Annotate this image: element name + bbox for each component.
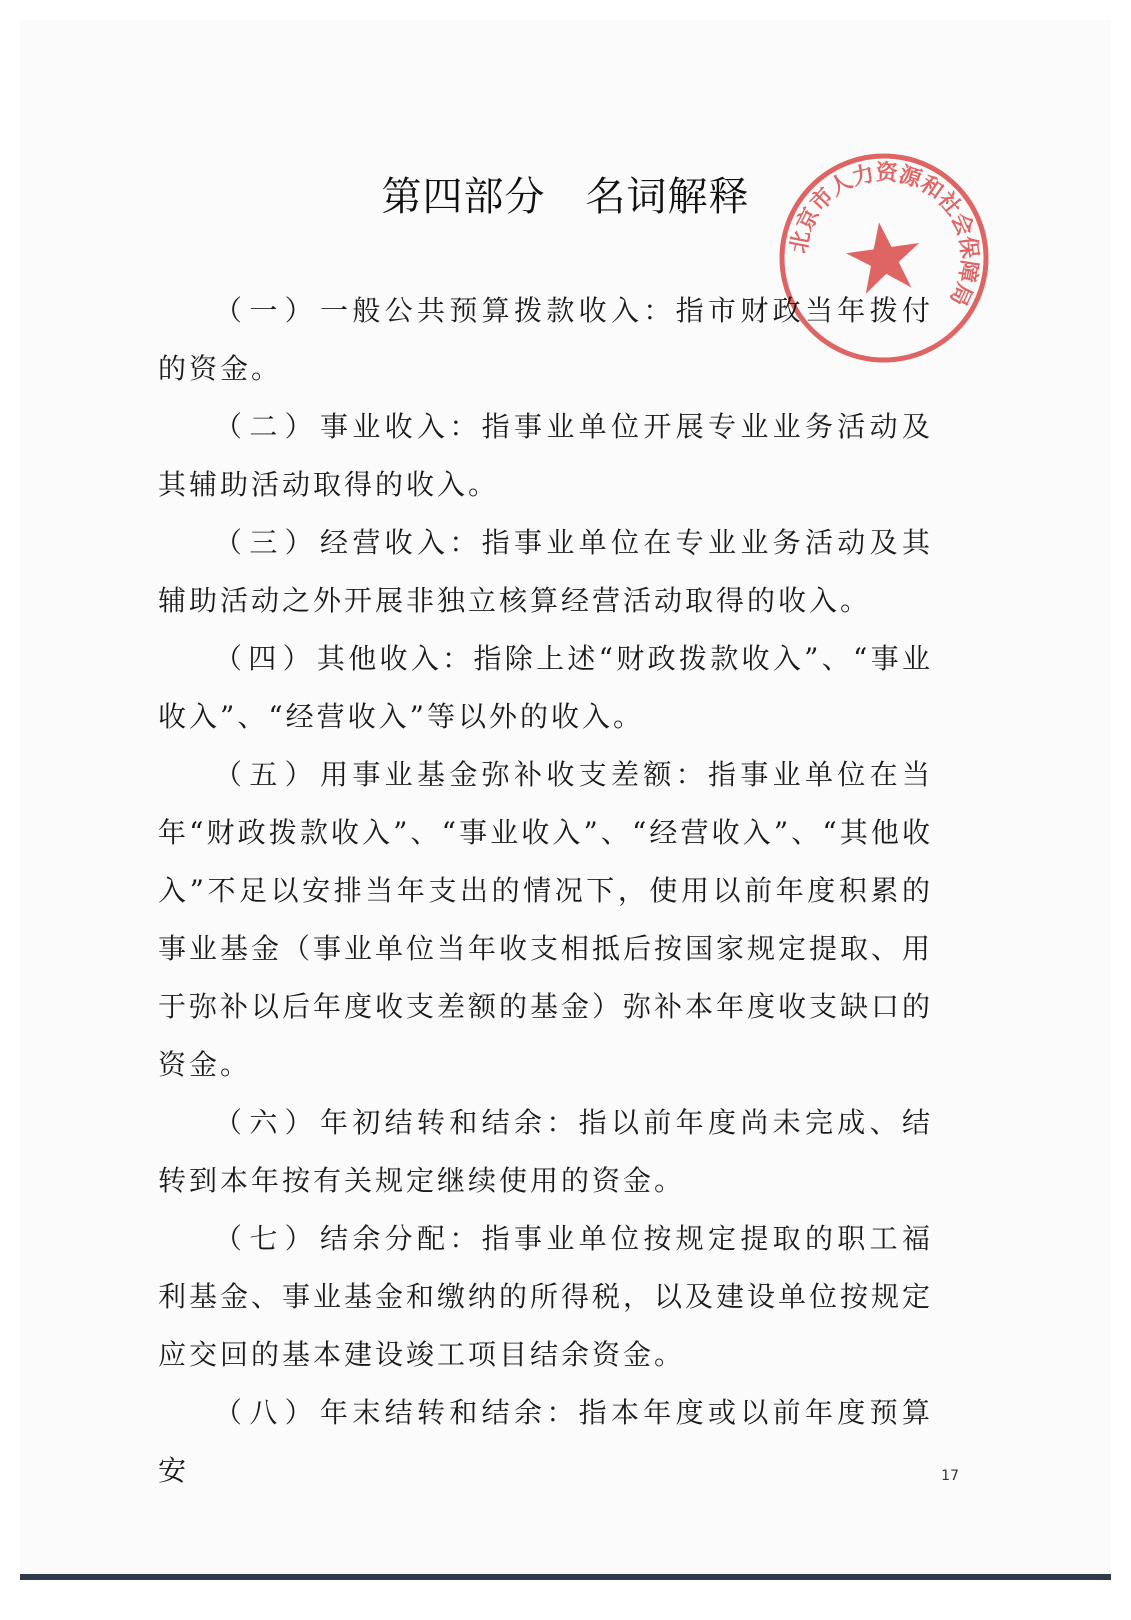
- document-page: [20, 20, 1111, 1580]
- definition-text: 事业收入：指事业单位开展专业业务活动及其辅助活动取得的收入。: [158, 410, 933, 501]
- definition-text: 结余分配：指事业单位按规定提取的职工福利基金、事业基金和缴纳的所得税，以及建设单位按规定应交回的基本建设竣工项目结余资金。: [158, 1222, 934, 1371]
- definition-text: 用事业基金弥补收支差额：指事业单位在当年“财政拨款收入”、“事业收入”、“经营收入”、“其他收入”不足以安排当年支出的情况下，使用以前年度积累的事业基金（事业单位当年收支相抵后按国家规定提取、用于弥补以后年度收支差额的基金）弥补本年度收支缺口的资金。: [158, 758, 934, 1081]
- item-number: （八）: [214, 1396, 320, 1429]
- definition-paragraph: [158, 514, 933, 630]
- definition-text: 年末结转和结余：指本年度或以前年度预算安: [158, 1396, 933, 1487]
- definition-paragraph: [158, 746, 933, 1094]
- definition-text: 经营收入：指事业单位在专业业务活动及其辅助活动之外开展非独立核算经营活动取得的收入。: [158, 526, 933, 617]
- seal-text: 北京市人力资源和社会保障局: [786, 160, 982, 310]
- item-number: （六）: [214, 1106, 320, 1139]
- item-number: （七）: [214, 1222, 320, 1255]
- definition-paragraph: [158, 398, 933, 514]
- scan-bottom-edge: [20, 1574, 1111, 1580]
- item-number: （三）: [214, 526, 320, 559]
- definition-text: 年初结转和结余：指以前年度尚未完成、结转到本年按有关规定继续使用的资金。: [158, 1106, 933, 1197]
- page-number: 17: [941, 1468, 959, 1484]
- item-number: （二）: [214, 410, 320, 443]
- definition-paragraph: [158, 1384, 933, 1500]
- definition-text: 一般公共预算拨款收入：指市财政当年拨付的资金。: [158, 294, 933, 385]
- definition-paragraph: [158, 282, 933, 398]
- definition-paragraph: [158, 1210, 933, 1384]
- title-name: 名词解释: [585, 174, 750, 220]
- definitions-body: [158, 282, 933, 1500]
- item-number: （四）: [214, 642, 317, 675]
- definition-paragraph: [158, 630, 933, 746]
- title-part: 第四部分: [381, 174, 546, 220]
- definition-text: 其他收入：指除上述“财政拨款收入”、“事业收入”、“经营收入”等以外的收入。: [158, 642, 933, 733]
- definition-paragraph: [158, 1094, 933, 1210]
- item-number: （一）: [214, 294, 320, 327]
- item-number: （五）: [214, 758, 320, 791]
